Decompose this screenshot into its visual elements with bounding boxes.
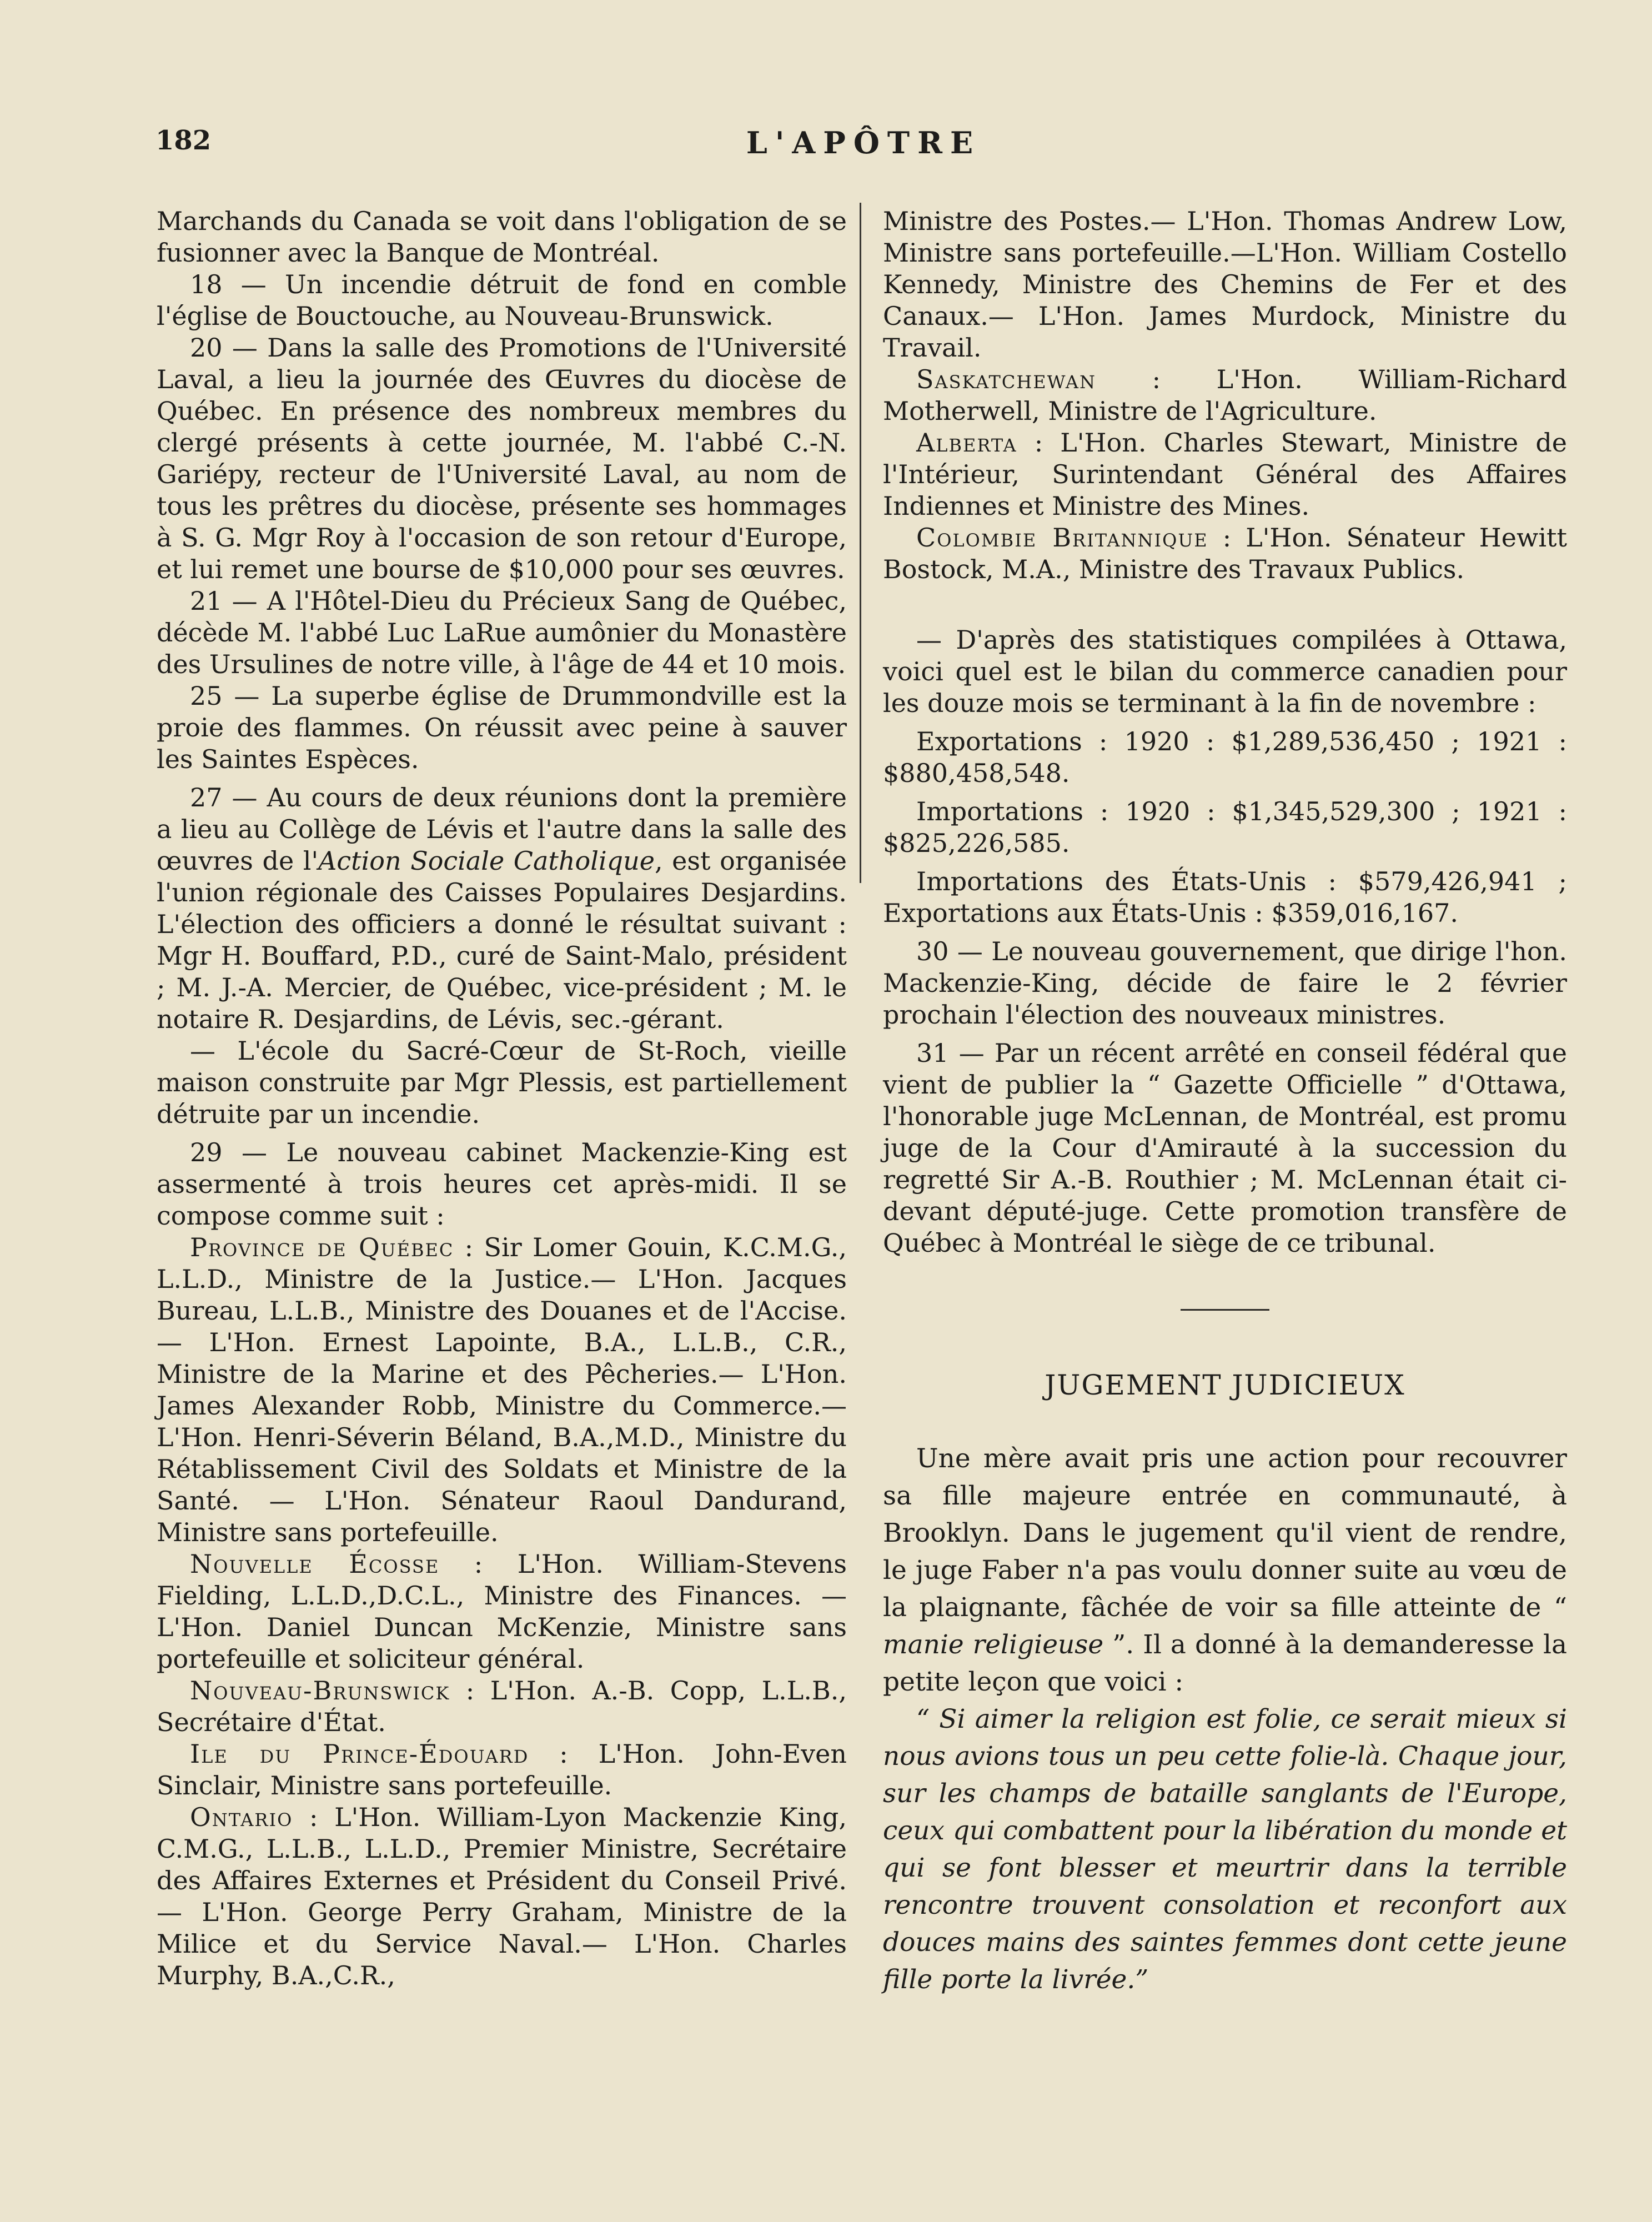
page-number: 182 — [155, 125, 212, 156]
article-body — [883, 1440, 1567, 1998]
paragraph — [157, 1802, 847, 1992]
judge-quote — [883, 1701, 1567, 1998]
text: : L'Hon. William-Stevens Fielding, L.L.D.,D.C.L., Ministre des Finances. — L'Hon. Daniel Duncan McKenzie, Ministre sans portefeuille et soliciteur général. — [157, 1549, 847, 1674]
emphasis: manie religieuse — [883, 1629, 1104, 1660]
text: Une mère avait pris une action pour recouvrer sa fille majeure entrée en communauté, à Brooklyn. Dans le jugement qu'il vient de rendre, le juge Faber n'a pas voulu donner suite au vœu de la plaignante, fâchée de voir sa fille atteinte de “ — [883, 1443, 1567, 1623]
text: : L'Hon. Sénateur Hewitt Bostock, M.A., Ministre des Travaux Publics. — [883, 523, 1567, 584]
text: ”. Il a donné à la demanderesse la petite leçon que voici : — [883, 1629, 1567, 1697]
paragraph: Marchands du Canada se voit dans l'obligation de se fusionner avec la Banque de Montréal. — [157, 206, 847, 268]
text: : L'Hon. William-Richard Motherwell, Ministre de l'Agriculture. — [883, 364, 1567, 426]
paragraph: Importations : 1920 : $1,345,529,300 ; 1921 : $825,226,585. — [883, 796, 1567, 858]
paragraph: 25 — La superbe église de Drummondville est la proie des flammes. On réussit avec peine à sauver les Saintes Espèces. — [157, 681, 847, 774]
paragraph — [157, 1675, 847, 1738]
paragraph — [157, 1548, 847, 1675]
paragraph — [157, 1738, 847, 1802]
paragraph: Importations des États-Unis : $579,426,941 ; Exportations aux États-Unis : $359,016,167. — [883, 866, 1567, 928]
paragraph: 31 — Par un récent arrêté en conseil fédéral que vient de publier la “ Gazette Officielle ” d'Ottawa, l'honorable juge McLennan, de Montréal, est promu juge de la Cour d'Amirauté à la succession du regretté Sir A.-B. Routhier ; M. McLennan était ci-devant député-juge. Cette promotion transfère de Québec à Montréal le siège de ce tribunal. — [883, 1038, 1567, 1258]
text: : L'Hon. Charles Stewart, Ministre de l'Intérieur, Surintendant Général des Affaires Indiennes et Ministre des Mines. — [883, 428, 1567, 521]
text: : L'Hon. A.-B. Copp, L.L.B., Secrétaire d'État. — [157, 1676, 847, 1737]
right-column — [883, 205, 1567, 1998]
text: : L'Hon. John-Even Sinclair, Ministre sans portefeuille. — [157, 1739, 847, 1800]
province-label: Nouveau-Brunswick — [190, 1676, 450, 1706]
paragraph — [157, 782, 847, 1035]
left-column — [157, 205, 847, 1992]
paragraph — [157, 1232, 847, 1548]
emphasis: Action Sociale Catholique — [318, 846, 655, 876]
text: 27 — Au cours de deux réunions dont la première a lieu au Collège de Lévis et l'autre dans la salle des œuvres de l' — [157, 783, 847, 876]
paragraph: — L'école du Sacré-Cœur de St-Roch, vieille maison construite par Mgr Plessis, est partiellement détruite par un incendie. — [157, 1036, 847, 1129]
province-label: Colombie Britannique — [916, 523, 1208, 553]
quote-text: “ Si aimer la religion est folie, ce serait mieux si nous avions tous un peu cette folie-là. Chaque jour, sur les champs de bataille sanglants de l'Europe, ceux qui combattent pour la libération du monde et qui se font blesser et meurtrir dans la terrible rencontre trouvent consolation et reconfort aux douces mains des saintes femmes dont cette jeune fille porte la livrée.” — [883, 1704, 1567, 1995]
paragraph: — D'après des statistiques compilées à Ottawa, voici quel est le bilan du commerce canadien pour les douze mois se terminant à la fin de novembre : — [883, 625, 1567, 718]
text: : L'Hon. William-Lyon Mackenzie King, C.M.G., L.L.B., L.L.D., Premier Ministre, Secrétaire des Affaires Externes et Président du Conseil Privé.— L'Hon. George Perry Graham, Ministre de la Milice et du Service Naval.— L'Hon. Charles Murphy, B.A.,C.R., — [157, 1802, 847, 1990]
paragraph: 30 — Le nouveau gouvernement, que dirige l'hon. Mackenzie-King, décide de faire le 2 février prochain l'élection des nouveaux ministres. — [883, 936, 1567, 1030]
paragraph — [883, 364, 1567, 427]
text: : Sir Lomer Gouin, K.C.M.G., L.L.D., Ministre de la Justice.— L'Hon. Jacques Bureau, L.L.B., Ministre des Douanes et de l'Accise.— L'Hon. Ernest Lapointe, B.A., L.L.B., C.R., Ministre de la Marine et des Pêcheries.— L'Hon. James Alexander Robb, Ministre du Commerce.— L'Hon. Henri-Séverin Béland, B.A.,M.D., Ministre du Rétablissement Civil des Soldats et Ministre de la Santé. — L'Hon. Sénateur Raoul Dandurand, Ministre sans portefeuille. — [157, 1232, 847, 1547]
article-title: JUGEMENT JUDICIEUX — [1045, 1369, 1405, 1401]
paragraph: Exportations : 1920 : $1,289,536,450 ; 1921 : $880,458,548. — [883, 726, 1567, 788]
page-header — [155, 125, 1571, 175]
province-label: Saskatchewan — [916, 364, 1097, 394]
province-label: Ontario — [190, 1802, 293, 1832]
running-title: L'APÔTRE — [746, 125, 981, 160]
column-divider — [860, 203, 861, 883]
text: , est organisée l'union régionale des Caisses Populaires Desjardins. L'élection des officiers a donné le résultat suivant : Mgr H. Bouffard, P.D., curé de Saint-Malo, président ; M. J.-A. Mercier, de Québec, vice-président ; M. le notaire R. Desjardins, de Lévis, sec.-gérant. — [157, 846, 847, 1034]
paragraph: 18 — Un incendie détruit de fond en comble l'église de Bouctouche, au Nouveau-Brunswick. — [157, 269, 847, 331]
paragraph: Ministre des Postes.— L'Hon. Thomas Andrew Low, Ministre sans portefeuille.—L'Hon. William Costello Kennedy, Ministre des Chemins de Fer et des Canaux.— L'Hon. James Murdock, Ministre du Travail. — [883, 206, 1567, 363]
province-label: Province de Québec — [190, 1232, 454, 1262]
paragraph: 21 — A l'Hôtel-Dieu du Précieux Sang de Québec, décède M. l'abbé Luc LaRue aumônier du Monastère des Ursulines de notre ville, à l'âge de 44 et 10 mois. — [157, 586, 847, 679]
paragraph — [883, 427, 1567, 522]
province-label: Alberta — [916, 428, 1017, 458]
paragraph — [883, 522, 1567, 585]
section-separator — [1181, 1309, 1269, 1311]
province-label: Ile du Prince-Édouard — [190, 1739, 529, 1769]
paragraph — [883, 1440, 1567, 1701]
province-label: Nouvelle Écosse — [190, 1549, 440, 1579]
paragraph: 29 — Le nouveau cabinet Mackenzie-King est assermenté à trois heures cet après-midi. Il se compose comme suit : — [157, 1137, 847, 1231]
paragraph: 20 — Dans la salle des Promotions de l'Université Laval, a lieu la journée des Œuvres du diocèse de Québec. En présence des nombreux membres du clergé présents à cette journée, M. l'abbé C.-N. Gariépy, recteur de l'Université Laval, au nom de tous les prêtres du diocèse, présente ses hommages à S. G. Mgr Roy à l'occasion de son retour d'Europe, et lui remet une bourse de $10,000 pour ses œuvres. — [157, 333, 847, 584]
